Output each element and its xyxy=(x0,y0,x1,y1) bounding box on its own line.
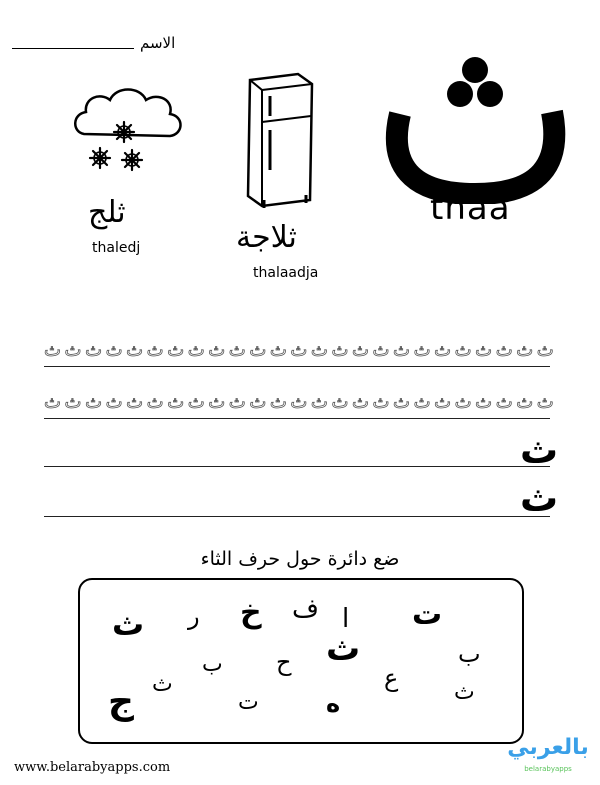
trace-row-2[interactable] xyxy=(44,392,554,413)
exercise-instruction: ضع دائرة حول حرف الثاء xyxy=(200,548,400,570)
website-url[interactable]: www.belarabyapps.com xyxy=(14,760,171,775)
trace-letter: ث xyxy=(126,340,144,361)
writing-line[interactable] xyxy=(44,516,550,517)
trace-letter: ث xyxy=(290,392,308,413)
trace-letter: ث xyxy=(434,392,452,413)
letter-choice[interactable]: ت xyxy=(238,690,259,715)
trace-letter: ث xyxy=(64,392,82,413)
letter-transliteration: thaa xyxy=(430,188,511,228)
trace-letter: ث xyxy=(351,392,369,413)
letter-choice[interactable]: ث xyxy=(152,672,173,697)
trace-letter: ث xyxy=(146,340,164,361)
letter-choice[interactable]: ث xyxy=(454,680,475,705)
trace-letter: ث xyxy=(516,392,534,413)
trace-letter: ث xyxy=(105,340,123,361)
letter-choice[interactable]: ر xyxy=(188,602,200,630)
trace-letter: ث xyxy=(372,340,390,361)
trace-letter: ث xyxy=(516,340,534,361)
trace-letter: ث xyxy=(393,340,410,361)
trace-letter: ث xyxy=(269,340,287,361)
trace-letter: ث xyxy=(187,340,205,361)
word-snow-transliteration: thaledj xyxy=(92,240,141,256)
word-snow: ثلج xyxy=(88,195,126,230)
word-fridge: ثلاجة xyxy=(236,220,297,255)
trace-letter: ث xyxy=(331,340,349,361)
letter-choice[interactable]: ع xyxy=(384,664,399,692)
trace-letter: ث xyxy=(167,340,185,361)
trace-letter: ث xyxy=(208,340,226,361)
trace-letter: ث xyxy=(105,392,123,413)
trace-letter: ث xyxy=(331,392,349,413)
trace-row-1[interactable] xyxy=(44,340,554,361)
name-label: الاسم xyxy=(140,34,176,52)
trace-letter: ث xyxy=(454,392,472,413)
name-line[interactable] xyxy=(12,48,134,49)
example-letter: ث xyxy=(520,428,559,472)
trace-letter: ث xyxy=(85,392,103,413)
trace-letter: ث xyxy=(372,392,390,413)
trace-letter: ث xyxy=(44,392,61,413)
letter-choice[interactable]: ب xyxy=(202,652,223,677)
word-fridge-transliteration: thalaadja xyxy=(253,265,319,281)
writing-line xyxy=(44,366,550,367)
trace-letter: ث xyxy=(495,392,513,413)
letter-circle-box xyxy=(78,578,524,744)
writing-line xyxy=(44,418,550,419)
letter-choice[interactable]: ح xyxy=(276,648,292,676)
letter-choice[interactable]: ب xyxy=(458,640,481,668)
trace-letter: ث xyxy=(434,340,452,361)
trace-letter: ث xyxy=(475,392,493,413)
trace-letter: ث xyxy=(167,392,185,413)
trace-letter: ث xyxy=(351,340,369,361)
trace-letter: ث xyxy=(249,340,267,361)
writing-line[interactable] xyxy=(44,466,550,467)
letter-choice[interactable]: خ xyxy=(240,595,262,630)
trace-letter: ث xyxy=(413,392,431,413)
trace-letter: ث xyxy=(475,340,493,361)
trace-letter: ث xyxy=(64,340,82,361)
letter-choice[interactable]: ث xyxy=(326,629,361,669)
trace-letter: ث xyxy=(310,392,328,413)
trace-letter: ث xyxy=(536,340,554,361)
belaraby-logo xyxy=(506,735,590,779)
letter-choice[interactable]: ه xyxy=(326,690,341,718)
example-letter: ث xyxy=(520,476,559,520)
letter-choice[interactable]: ت xyxy=(412,597,443,632)
trace-letter: ث xyxy=(228,392,246,413)
trace-letter: ث xyxy=(126,392,144,413)
logo-subtext: belarabyapps xyxy=(524,765,572,773)
letter-choice[interactable]: ث xyxy=(112,605,145,643)
trace-letter: ث xyxy=(495,340,513,361)
trace-letter: ث xyxy=(454,340,472,361)
letter-choice[interactable]: ف xyxy=(292,594,319,624)
trace-letter: ث xyxy=(208,392,226,413)
trace-letter: ث xyxy=(393,392,410,413)
fridge-icon xyxy=(240,70,320,210)
trace-letter: ث xyxy=(269,392,287,413)
trace-letter: ث xyxy=(413,340,431,361)
letter-choice[interactable]: ا xyxy=(342,604,350,634)
letter-choice[interactable]: ج xyxy=(108,681,134,722)
snow-cloud-icon xyxy=(70,82,186,182)
trace-letter: ث xyxy=(290,340,308,361)
trace-letter: ث xyxy=(44,340,61,361)
trace-letter: ث xyxy=(228,340,246,361)
trace-letter: ث xyxy=(310,340,328,361)
trace-letter: ث xyxy=(85,340,103,361)
trace-letter: ث xyxy=(536,392,554,413)
trace-letter: ث xyxy=(249,392,267,413)
trace-letter: ث xyxy=(146,392,164,413)
big-letter-tha xyxy=(380,54,570,204)
trace-letter: ث xyxy=(187,392,205,413)
logo-text: بالعربي xyxy=(507,735,589,760)
